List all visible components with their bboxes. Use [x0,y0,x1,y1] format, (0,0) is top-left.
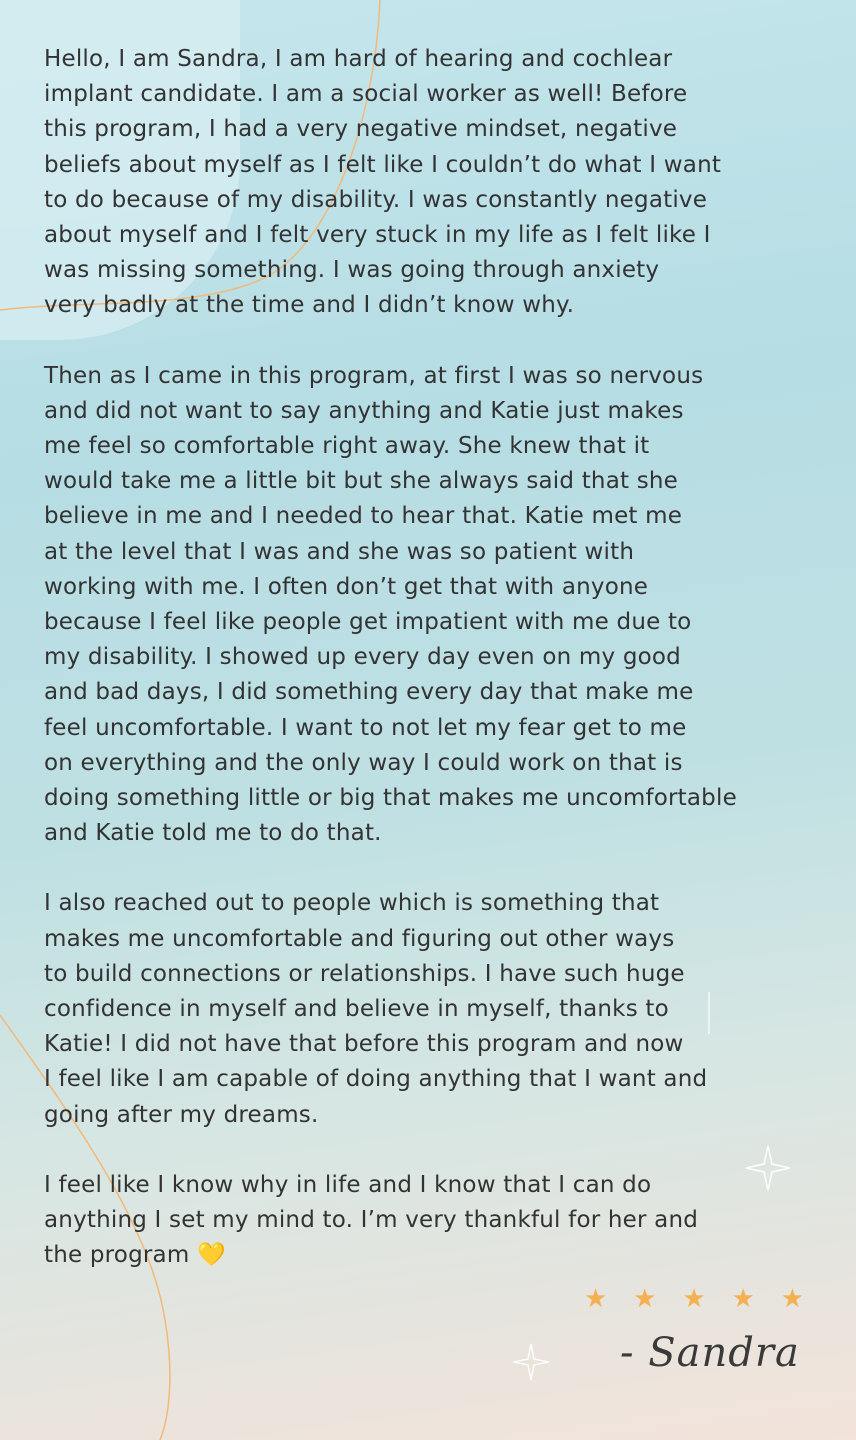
star-icon: ★ [682,1284,706,1314]
testimonial-paragraph-3: I also reached out to people which is something that makes me uncomfortable and figuring out other ways to build connections or relationships. I have such huge confidence in myself and believe in myself, thanks to Katie! I did not have that before this program and now I feel like I am capable of doing anything that I want and going after my dreams. [44,890,708,1128]
testimonial-text [44,42,834,1309]
testimonial-paragraph-2: Then as I came in this program, at first I was so nervous and did not want to say anything and Katie just makes me feel so comfortable right away. She knew that it would take me a little bit but she always said that she believe in me and I needed to hear that. Katie met me at the level that I was and she was so patient with working with me. I often don’t get that with anyone because I feel like people get impatient with me due to my disability. I showed up every day even on my good and bad days, I did something every day that make me feel uncomfortable. I want to not let my fear get to me on everything and the only way I could work on that is doing something little or big that makes me uncomfortable and Katie told me to do that. [44,362,737,847]
testimonial-paragraph-4 [44,1168,834,1274]
star-icon: ★ [780,1284,804,1314]
testimonial-paragraph-1: Hello, I am Sandra, I am hard of hearing and cochlear implant candidate. I am a social worker as well! Before this program, I had a very negative mindset, negative beliefs about myself as I felt like I couldn’t do what I want to do because of my disability. I was constantly negative about myself and I felt very stuck in my life as I felt like I was missing something. I was going through anxiety very badly at the time and I didn’t know why. [44,46,722,319]
signature: - Sandra [620,1330,800,1376]
yellow-heart-icon: 💛 [196,1242,226,1269]
star-icon: ★ [633,1284,657,1314]
star-icon: ★ [731,1284,755,1314]
star-icon: ★ [584,1284,608,1314]
star-rating [584,1284,804,1314]
sparkle-icon [513,1344,549,1380]
testimonial-paragraph-4-text: I feel like I know why in life and I know that I can do anything I set my mind to. I’m very thankful for her and the program [44,1171,699,1269]
